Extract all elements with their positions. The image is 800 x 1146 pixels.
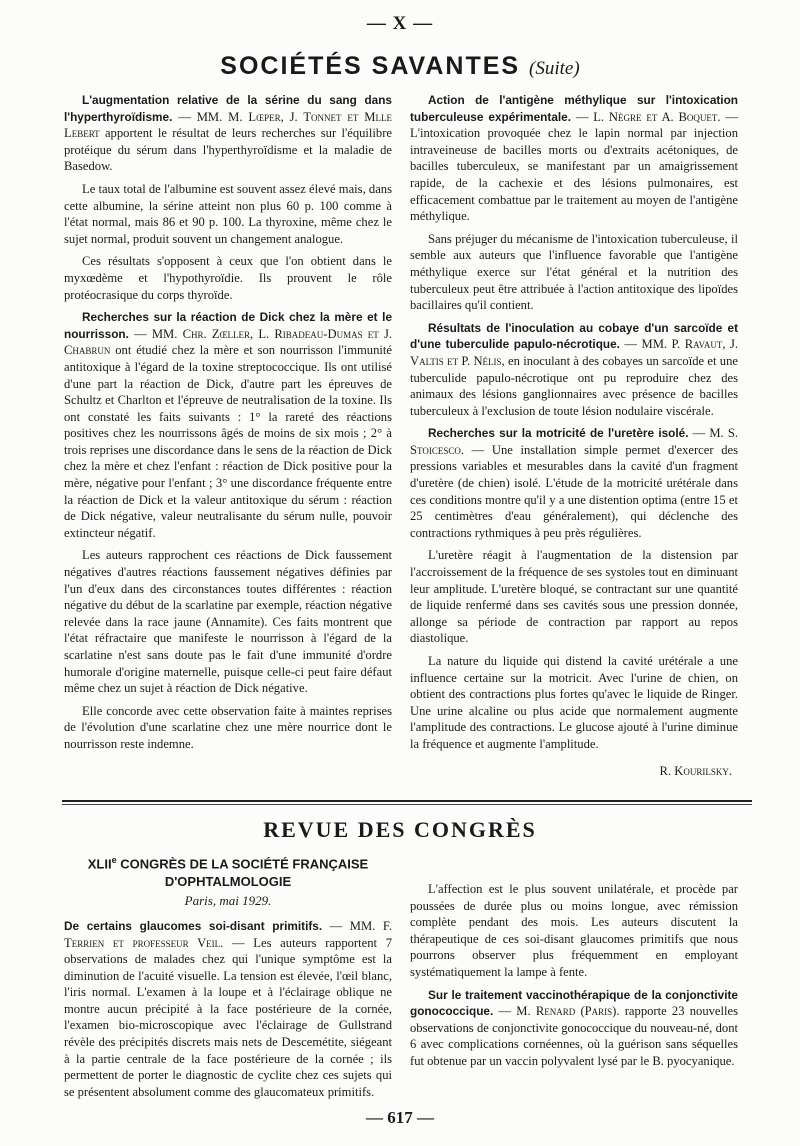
- congres-heading: [64, 851, 392, 891]
- paragraph: Les auteurs rapprochent ces réactions de Dick faussement négatives d'autres réactions faussement négatives définies par l'un d'eux dans des circonstances toutes différentes : réaction négative du début de la scarlatine par exemple, réaction négative relevée dans la race jaune (Annamite). Ces faits montrent que l'état réfractaire que manifeste le nourrisson à l'égard de la scarlatine n'est sans doute pas le fait d'une immunité d'ordre humorale d'origine maternelle, puisque celle-ci peut faire défaut même chez un sujet à réaction de Dick négative.: [64, 548, 392, 696]
- article-text: — Une installation simple permet d'exercer des pressions variables et mesurables dans la cavité d'un fragment d'uretère (de chien) isolé. L'étude de la motricité urétérale dans ces conditions montre qu'il y a une distention optima (entre 15 et 25 centimètres d'eau généralement), qui déclenche des contractions rythmiques à peu près régulières.: [410, 442, 738, 540]
- congres-right-column: [410, 881, 738, 1076]
- article-serine: [64, 92, 392, 175]
- paragraph: Ces résultats s'opposent à ceux que l'on obtient dans le myxœdème et l'hypothyroïdie. Ils prouvent le rôle protéocrasique du corps thyroïde.: [64, 254, 392, 302]
- article-glaucomes: [64, 918, 392, 1101]
- page-number: — 617 —: [366, 1108, 434, 1127]
- congres-left-column: [64, 851, 392, 1106]
- article-sarcoide: [410, 320, 738, 420]
- article-title: Résultats de l'inoculation au cobaye d'un sarcoïde et d'une tuberculide papulo-nécrotique.: [410, 320, 738, 352]
- left-column: [64, 92, 392, 759]
- article-text: — L'intoxication provoquée chez le lapin normal par injection intraveineuse de bacilles morts ou d'extraits acétoniques, de bacilles tuberculeux, se manifestant par un amaigrissement rapide, de la cachexie et des lésions pulmonaires, est efficacement combattue par le traitement au moyen de l'antigène méthylique.: [410, 109, 738, 224]
- article-text: rapporte 23 nouvelles observations de conjonctivite gonococcique du nouveau-né, dont 6 avec complications cornéennes, où la guérison sans séquelles fut obtenue par un vaccin polyvalent lysé par le B. pyocyanique.: [410, 1004, 738, 1068]
- paragraph: Sans préjuger du mécanisme de l'intoxication tuberculeuse, il semble aux auteurs que l'influence favorable que l'antigène méthylique exerce sur l'état général et la nutrition des tuberculeux peut être attribuée à l'action antitoxique des lipoïdes bacillaires qu'il contient.: [410, 231, 738, 313]
- article-text: — Les auteurs rapportent 7 observations de malades chez qui l'unique symptôme est la diminution de l'acuité visuelle. La tension est élevée, l'œil blanc, l'iris normal. L'examen à la loupe et à l'éclairage oblique ne montre aucun précipité à la face postérieure de la cornée, l'examen bio-microscopique avec l'éclairage de Gullstrand révèle des précipités discrets mais nets de Descemétite, siégeant à la partie centrale de la face postérieure de la cornée ; ils permettent de porter le diagnostic de cyclite chez ces sujets qui se présentent absolument comme des glaucomateux primitifs.: [64, 935, 392, 1099]
- article-authors: — M. S. Stoicesco.: [410, 426, 738, 457]
- signature: R. Kourilsky.: [659, 763, 732, 778]
- article-authors: — MM. P. Ravaut, J. Valtis et P. Nélis: [410, 337, 738, 368]
- paragraph: L'uretère réagit à l'augmentation de la distension par l'accroissement de la fréquence de ses systoles tout en diminuant leur amplitude. L'uretère bloqué, se contractant sur une quantité de liquide renfermé dans ses cavités sous une pression donnée, allonge sa période de contraction par rapport au repos diastolique.: [410, 548, 738, 646]
- right-column: [410, 92, 738, 785]
- article-title: Action de l'antigène méthylique sur l'intoxication tuberculeuse expérimentale.: [410, 93, 738, 124]
- article-dick: [64, 309, 392, 541]
- article-text: ont étudié chez la mère et son nourrisson l'immunité antitoxique à l'égard de la toxine streptococcique. Ils ont utilisé d'une part la réaction de Dick, d'autre part les épreuves de Schultz et Charlton et l'épreuve de neutralisation de la toxine. Ils ont constaté les faits suivants : 1° la rareté des réactions positives chez les nourrissons âgés de moins de six mois ; 2° à trois reprises une discordance dans le sens de la réaction de Dick chez la mère et chez l'enfant : réaction de Dick positive pour la mère, négative pour l'enfant ; 3° une discordance fréquente entre la réaction de Dick et la valeur antitoxique du sérum : réaction de Dick négative, valeur neutralisante du sérum nulle, pouvoir extincteur négatif.: [64, 343, 392, 540]
- paragraph: La nature du liquide qui distend la cavité urétérale a une influence certaine sur la motricit. Avec l'urine de chien, on obtient des contractions plus fortes qu'avec le liquide de Ringer. Une urine alcaline ou plus acide que normalement augmente l'amplitude des contractions. Le glucose ajouté à l'urine diminue la fréquence et augmente l'amplitude.: [410, 654, 738, 751]
- article-authors: — MM. M. Lœper, J. Tonnet et Mlle Lebert: [64, 109, 392, 141]
- paragraph: L'affection est le plus souvent unilatérale, et procède par poussées de durée plus ou moins longue, avec rémission complète pendant des mois. Les auteurs discutent la thérapeutique de ces soi-disant glaucomes primitifs que nous pourrons observer plus fréquemment en employant systématiquement la lampe à fente.: [410, 882, 738, 979]
- article-authors: — MM. F. Terrien et professeur Veil.: [64, 918, 392, 950]
- section-divider-thin: [62, 804, 752, 805]
- section-title-text: SOCIÉTÉS SAVANTES: [220, 52, 521, 80]
- article-title: Sur le traitement vaccinothérapique de la conjonctivite gonococcique.: [410, 987, 738, 1019]
- article-title: Recherches sur la réaction de Dick chez la mère et le nourrisson.: [64, 310, 392, 341]
- paragraph: Le taux total de l'albumine est souvent assez élevé mais, dans cette albumine, la sérine atteint non plus 60 p. 100 comme à l'état normal, mais 86 et 90 p. 100. La thyroxine, même chez le sujet normal, produit souvent un changement analogue.: [64, 181, 392, 246]
- article-antigene: [410, 92, 738, 225]
- article-title: L'augmentation relative de la sérine du sang dans l'hyperthyroïdisme.: [64, 93, 392, 124]
- article-authors: — MM. Chr. Zœller, L. Ribadeau-Dumas et J. Chabrun: [64, 326, 392, 358]
- article-authors: — M. Renard (Paris).: [493, 1004, 620, 1019]
- article-title: Recherches sur la motricité de l'uretère isolé.: [428, 426, 689, 441]
- section-title: [0, 52, 800, 81]
- congres-section-title: REVUE DES CONGRÈS: [263, 817, 537, 842]
- congres-heading-prefix: XLII: [87, 856, 112, 872]
- section-title-suite: (Suite): [529, 58, 580, 79]
- article-title: De certains glaucomes soi-disant primitifs.: [64, 918, 323, 933]
- congres-heading-sup: e: [111, 855, 117, 865]
- article-text: apportent le résultat de leurs recherches sur l'équilibre protéique du sérum dans l'hyperthyroïdisme et la maladie de Basedow.: [64, 126, 392, 174]
- page-roman-numeral: — X —: [366, 13, 434, 34]
- paragraph: Elle concorde avec cette observation faite à maintes reprises de l'évolution d'une scarlatine chez une mère nourrice dont le nourrisson reste indemne.: [64, 703, 392, 751]
- article-authors: — L. Nègre et A. Boquet.: [571, 109, 721, 124]
- congres-place-date: Paris, mai 1929.: [184, 893, 272, 909]
- article-conjonctivite: [410, 987, 738, 1070]
- section-divider: [62, 800, 752, 802]
- article-uretere: [410, 425, 738, 541]
- congres-heading-rest: CONGRÈS DE LA SOCIÉTÉ FRANÇAISE D'OPHTALMOLOGIE: [116, 856, 369, 890]
- article-text: , en inoculant à des cobayes un sarcoïde et une tuberculide papulo-nécrotique ont pu reproduire chez des animaux des lésions ganglionnaires avec présence de bacilles tuberculeux à l'exclusion de toute lésion nodulaire viscérale.: [410, 353, 738, 418]
